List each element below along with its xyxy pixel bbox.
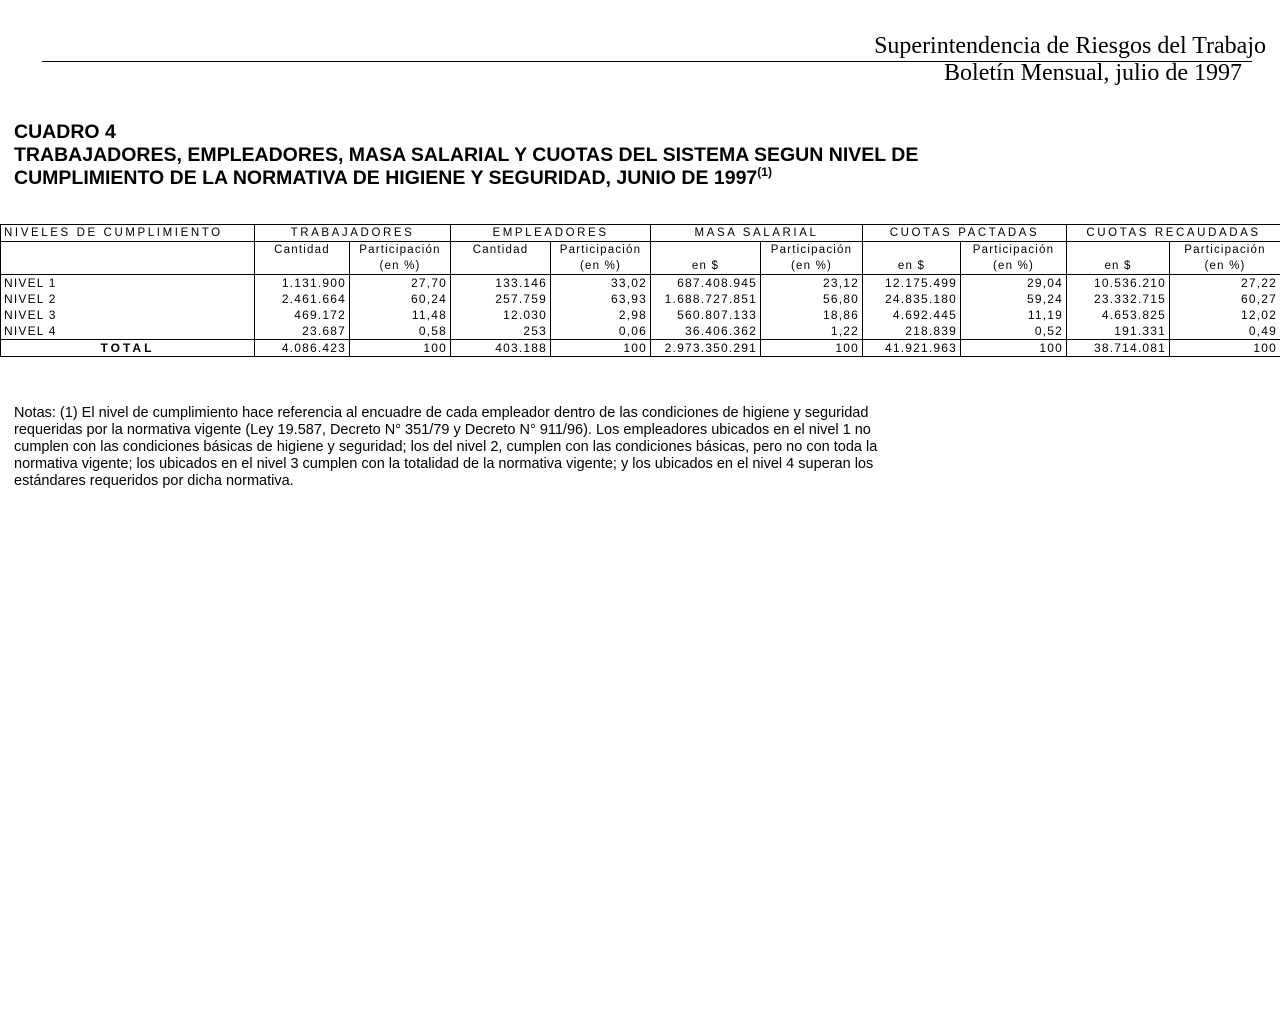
cell-pactadas: 218.839 <box>863 323 961 340</box>
notes-line-4: normativa vigente; los ubicados en el nivel 3 cumplen con la totalidad de la normativa vigente; y los ubicados en el nivel 4 superan los <box>14 456 874 472</box>
cell-trabajadores: 469.172 <box>255 307 350 323</box>
cell-empleadores-pct: 0,06 <box>551 323 651 340</box>
total-recaudadas-pct: 100 <box>1170 340 1280 357</box>
cell-recaudadas: 10.536.210 <box>1067 275 1170 292</box>
cell-masa: 687.408.945 <box>651 275 761 292</box>
cell-masa: 560.807.133 <box>651 307 761 323</box>
header-org: Superintendencia de Riesgos del Trabajo <box>874 33 1266 59</box>
sub-cantidad-trab: Cantidad <box>255 242 350 259</box>
group-header-row <box>1 225 1280 242</box>
total-trabajadores: 4.086.423 <box>255 340 350 357</box>
cell-trabajadores-pct: 0,58 <box>350 323 451 340</box>
cell-recaudadas-pct: 27,22 <box>1170 275 1280 292</box>
table-row-nivel-1 <box>1 275 1280 292</box>
sub-participacion-trab: Participación <box>350 242 451 259</box>
total-empleadores: 403.188 <box>451 340 551 357</box>
cell-trabajadores: 2.461.664 <box>255 291 350 307</box>
sub-header-row-2 <box>1 258 1280 275</box>
cell-recaudadas: 4.653.825 <box>1067 307 1170 323</box>
header-cuotas-recaudadas: CUOTAS RECAUDADAS <box>1067 225 1280 242</box>
notes-line-5: estándares requeridos por dicha normativa. <box>14 473 294 489</box>
sub-en-pct-emp: (en %) <box>551 258 651 275</box>
total-pactadas: 41.921.963 <box>863 340 961 357</box>
table-row-total <box>1 340 1280 357</box>
cell-recaudadas: 23.332.715 <box>1067 291 1170 307</box>
cell-masa-pct: 23,12 <box>761 275 863 292</box>
sub-participacion-pact: Participación <box>961 242 1067 259</box>
cell-empleadores-pct: 33,02 <box>551 275 651 292</box>
table-title <box>14 121 918 190</box>
cell-pactadas: 12.175.499 <box>863 275 961 292</box>
cell-recaudadas-pct: 60,27 <box>1170 291 1280 307</box>
cell-pactadas-pct: 29,04 <box>961 275 1067 292</box>
total-pactadas-pct: 100 <box>961 340 1067 357</box>
cell-recaudadas: 191.331 <box>1067 323 1170 340</box>
data-table <box>0 224 1280 357</box>
cell-empleadores: 12.030 <box>451 307 551 323</box>
title-line-2: TRABAJADORES, EMPLEADORES, MASA SALARIAL Y CUOTAS DEL SISTEMA SEGUN NIVEL DE <box>14 144 919 166</box>
title-line-3 <box>14 167 918 190</box>
cell-masa-pct: 1,22 <box>761 323 863 340</box>
cell-trabajadores-pct: 27,70 <box>350 275 451 292</box>
sub-participacion-masa: Participación <box>761 242 863 259</box>
header-trabajadores: TRABAJADORES <box>255 225 451 242</box>
notes-line-3: cumplen con las condiciones básicas de higiene y seguridad; los del nivel 2, cumplen con las condiciones básicas, pero no con toda la <box>14 439 878 455</box>
cell-masa-pct: 56,80 <box>761 291 863 307</box>
sub-en-pesos-rec: en $ <box>1067 258 1170 275</box>
total-trabajadores-pct: 100 <box>350 340 451 357</box>
sub-header-row-1 <box>1 242 1280 259</box>
total-empleadores-pct: 100 <box>551 340 651 357</box>
row-label: NIVEL 1 <box>1 275 255 292</box>
cell-trabajadores-pct: 60,24 <box>350 291 451 307</box>
notes-line-2: requeridas por la normativa vigente (Ley 19.587, Decreto N° 351/79 y Decreto N° 911/96). Los empleadores ubicados en el nivel 1 no <box>14 422 871 438</box>
sub-en-pesos-pact: en $ <box>863 258 961 275</box>
notes <box>14 405 1084 490</box>
sub-en-pct-rec: (en %) <box>1170 258 1280 275</box>
title-line-1: CUADRO 4 <box>14 121 116 143</box>
cell-trabajadores: 23.687 <box>255 323 350 340</box>
sub-participacion-emp: Participación <box>551 242 651 259</box>
cell-empleadores: 257.759 <box>451 291 551 307</box>
cell-empleadores: 133.146 <box>451 275 551 292</box>
cell-recaudadas-pct: 12,02 <box>1170 307 1280 323</box>
cell-pactadas: 4.692.445 <box>863 307 961 323</box>
header-niveles: NIVELES DE CUMPLIMIENTO <box>1 225 255 242</box>
sub-participacion-rec: Participación <box>1170 242 1280 259</box>
notes-line-1: Notas: (1) El nivel de cumplimiento hace referencia al encuadre de cada empleador dentro de las condiciones de higiene y seguridad <box>14 405 869 421</box>
title-footnote-mark: (1) <box>757 165 772 179</box>
cell-masa: 36.406.362 <box>651 323 761 340</box>
total-recaudadas: 38.714.081 <box>1067 340 1170 357</box>
row-label: NIVEL 2 <box>1 291 255 307</box>
header-bulletin: Boletín Mensual, julio de 1997 <box>944 60 1242 86</box>
title-line-3-text: CUMPLIMIENTO DE LA NORMATIVA DE HIGIENE Y SEGURIDAD, JUNIO DE 1997 <box>14 167 758 189</box>
total-label: TOTAL <box>1 340 255 357</box>
table-row-nivel-2 <box>1 291 1280 307</box>
sub-en-pct-trab: (en %) <box>350 258 451 275</box>
cell-masa: 1.688.727.851 <box>651 291 761 307</box>
cell-recaudadas-pct: 0,49 <box>1170 323 1280 340</box>
header-masa-salarial: MASA SALARIAL <box>651 225 863 242</box>
total-masa: 2.973.350.291 <box>651 340 761 357</box>
cell-empleadores-pct: 63,93 <box>551 291 651 307</box>
sub-en-pesos-masa: en $ <box>651 258 761 275</box>
table-row-nivel-3 <box>1 307 1280 323</box>
row-label: NIVEL 3 <box>1 307 255 323</box>
cell-pactadas-pct: 59,24 <box>961 291 1067 307</box>
total-masa-pct: 100 <box>761 340 863 357</box>
cell-masa-pct: 18,86 <box>761 307 863 323</box>
table-row-nivel-4 <box>1 323 1280 340</box>
cell-pactadas: 24.835.180 <box>863 291 961 307</box>
sub-en-pct-masa: (en %) <box>761 258 863 275</box>
sub-en-pct-pact: (en %) <box>961 258 1067 275</box>
header-cuotas-pactadas: CUOTAS PACTADAS <box>863 225 1067 242</box>
header-empleadores: EMPLEADORES <box>451 225 651 242</box>
cell-empleadores: 253 <box>451 323 551 340</box>
cell-trabajadores: 1.131.900 <box>255 275 350 292</box>
cell-empleadores-pct: 2,98 <box>551 307 651 323</box>
cell-pactadas-pct: 0,52 <box>961 323 1067 340</box>
row-label: NIVEL 4 <box>1 323 255 340</box>
sub-cantidad-emp: Cantidad <box>451 242 551 259</box>
cell-pactadas-pct: 11,19 <box>961 307 1067 323</box>
cell-trabajadores-pct: 11,48 <box>350 307 451 323</box>
